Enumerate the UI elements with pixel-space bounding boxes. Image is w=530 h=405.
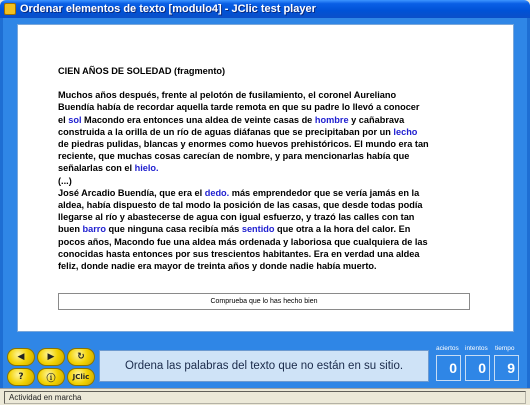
text-line — [58, 248, 478, 260]
prev-activity-button[interactable] — [7, 348, 35, 366]
counter-label-aciertos: aciertos — [436, 345, 459, 352]
text-segment: reciente, que muchas cosas carecían de nombre, y para mencionarlas había que — [58, 151, 410, 162]
text-segment: José Arcadio Buendía, que era el — [58, 187, 205, 198]
check-button[interactable]: Comprueba que lo has hecho bien — [58, 293, 470, 310]
window-title: Ordenar elementos de texto [modulo4] - JClic test player — [20, 3, 316, 15]
text-segment: el — [58, 114, 69, 125]
text-line — [58, 223, 478, 235]
text-segment: construida a la orilla de un río de aguas diáfanas que se precipitaban por un — [58, 126, 394, 137]
counter-label-intentos: intentos — [465, 345, 488, 352]
help-button[interactable] — [7, 368, 35, 386]
text-segment: pocos años, Macondo fue una aldea más ordenada y laboriosa que cualquiera de las — [58, 236, 428, 247]
text-body — [58, 89, 478, 272]
text-segment: señalarlas con el — [58, 163, 135, 174]
text-segment: Muchos años después, frente al pelotón de fusilamiento, el coronel Aureliano — [58, 90, 397, 101]
text-segment: que otra a la hora del calor. En — [274, 224, 411, 235]
text-area — [58, 65, 478, 272]
status-text: Actividad en marcha — [4, 391, 526, 404]
movable-word[interactable]: hombre — [314, 114, 349, 125]
text-line — [58, 114, 478, 126]
text-line — [58, 187, 478, 199]
text-segment: de piedras pulidas, blancas y enormes como huevos prehistóricos. El mundo era tan — [58, 139, 429, 150]
window-titlebar[interactable] — [0, 0, 530, 18]
counter-tiempo: 9 — [494, 355, 519, 381]
text-heading: CIEN AÑOS DE SOLEDAD (fragmento) — [58, 66, 226, 76]
counter-label-tiempo: tiempo — [495, 345, 515, 352]
text-segment: y cañabrava — [348, 114, 405, 125]
text-segment: feliz, donde nadie era mayor de treinta años y donde nadie había muerto. — [58, 261, 377, 272]
counters-panel — [434, 345, 524, 385]
text-segment: Macondo era entonces una aldea de veinte casas de — [81, 114, 315, 125]
text-segment: conocidas hasta entonces por sus trescientos habitantes. Era en verdad una aldea — [58, 248, 420, 259]
activity-panel — [17, 24, 514, 332]
restart-icon: ↻ — [77, 352, 85, 362]
text-line — [58, 126, 478, 138]
text-segment: (...) — [58, 175, 72, 186]
movable-word[interactable]: hielo. — [134, 163, 159, 174]
text-line — [58, 236, 478, 248]
text-line — [58, 101, 478, 113]
app-icon — [4, 3, 16, 15]
arrow-right-icon: ▶ — [47, 352, 55, 362]
navigation-controls — [5, 348, 95, 388]
message-box — [99, 350, 429, 382]
movable-word[interactable]: sol — [68, 114, 82, 125]
movable-word[interactable]: lecho — [393, 126, 418, 137]
help-icon: ? — [18, 372, 24, 382]
info-icon: ⓘ — [46, 373, 56, 384]
arrow-left-icon: ◀ — [17, 352, 25, 362]
movable-word[interactable]: sentido — [241, 224, 275, 235]
counter-intentos: 0 — [465, 355, 490, 381]
counter-aciertos: 0 — [436, 355, 461, 381]
info-button[interactable] — [37, 368, 65, 386]
text-segment: Buendía había de recordar aquella tarde remota en que su padre lo llevó a conocer — [58, 102, 420, 113]
text-line — [58, 150, 478, 162]
movable-word[interactable]: barro — [82, 224, 106, 235]
text-segment: llegarse al río y abastecerse de agua con igual esfuerzo, y trazó las calles con tan — [58, 212, 415, 223]
text-segment: más emprendedor que se vería jamás en la — [229, 187, 420, 198]
text-line — [58, 260, 478, 272]
text-line — [58, 138, 478, 150]
status-bar — [0, 388, 530, 405]
text-line — [58, 199, 478, 211]
jclic-button[interactable] — [67, 368, 95, 386]
text-segment: buen — [58, 224, 83, 235]
text-line — [58, 162, 478, 174]
text-line — [58, 211, 478, 223]
text-segment: que ninguna casa recibía más — [106, 224, 242, 235]
text-line — [58, 175, 478, 187]
movable-word[interactable]: dedo. — [204, 187, 230, 198]
text-segment: aldea, había dispuesto de tal modo la posición de las casas, que desde todas podía — [58, 200, 423, 211]
restart-activity-button[interactable] — [67, 348, 95, 366]
jclic-logo-icon: JClic — [72, 373, 90, 381]
message-text: Ordena las palabras del texto que no están en su sitio. — [124, 360, 404, 372]
next-activity-button[interactable] — [37, 348, 65, 366]
text-line — [58, 89, 478, 101]
